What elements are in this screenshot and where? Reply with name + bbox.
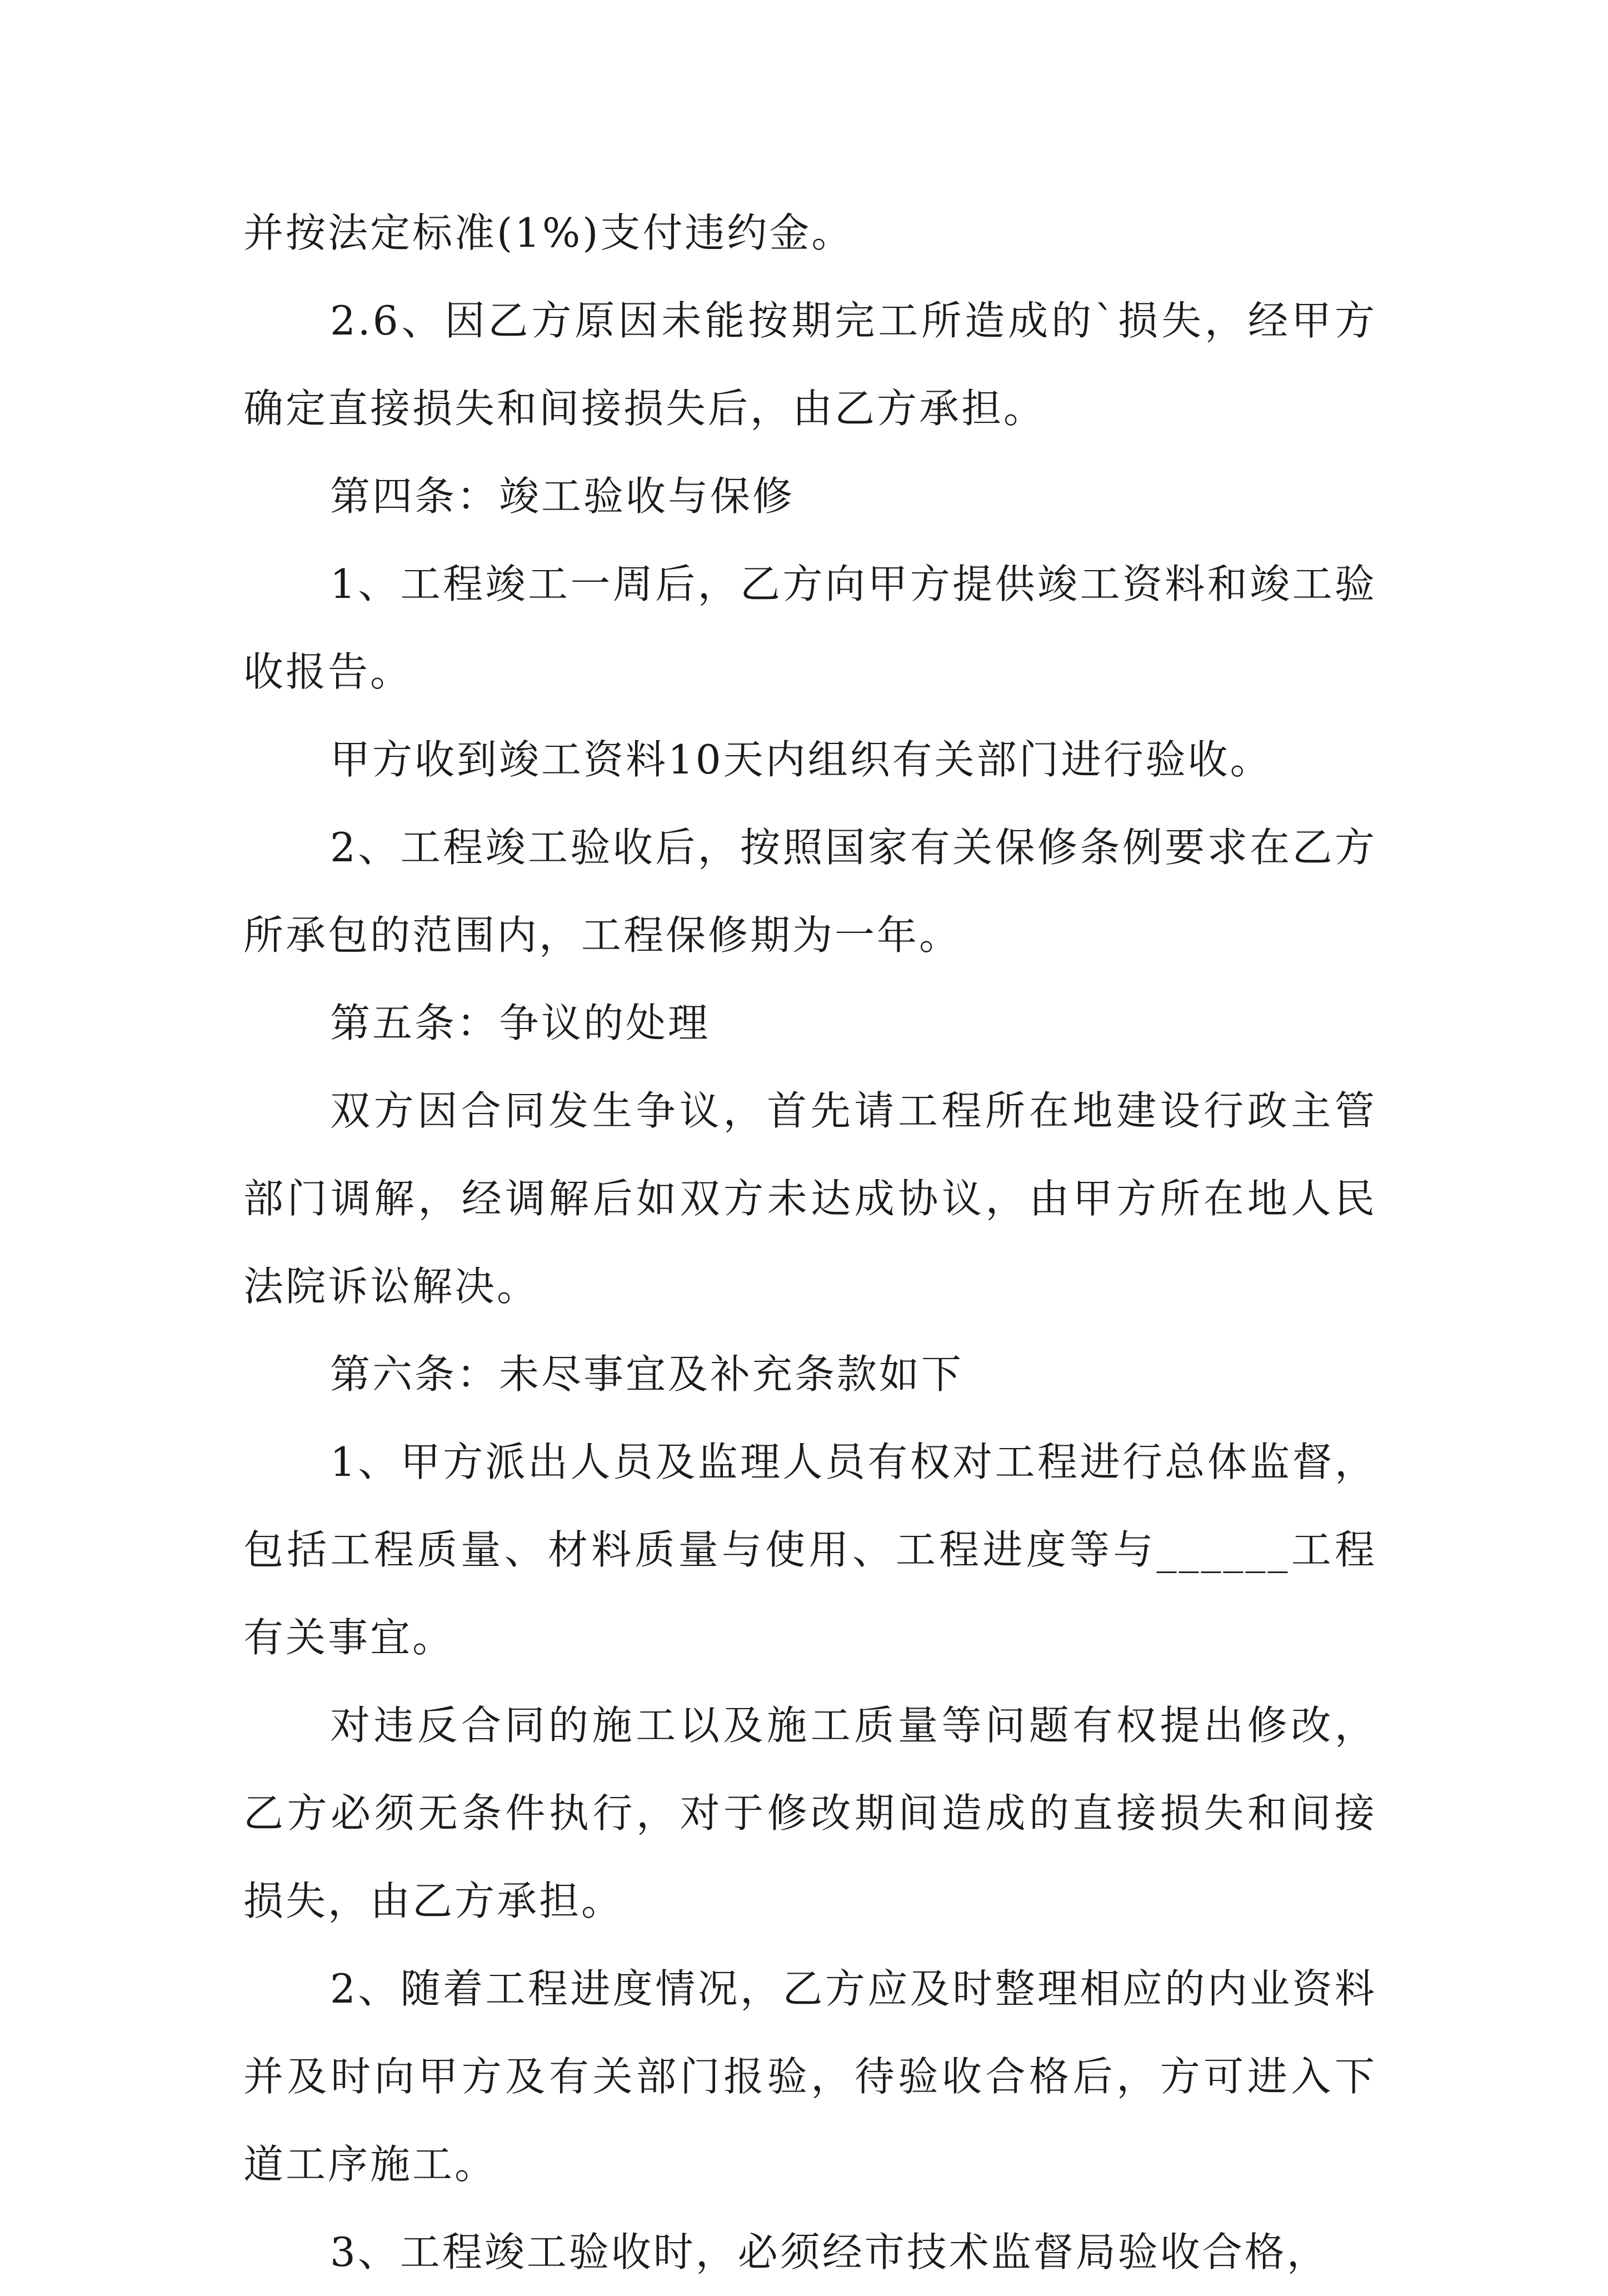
paragraph-clause-2-6: 2.6、因乙方原因未能按期完工所造成的`损失，经甲方确定直接损失和间接损失后，由乙方承担。 bbox=[243, 297, 1377, 432]
paragraph-article-5-dispute: 双方因合同发生争议，首先请工程所在地建设行政主管部门调解，经调解后如双方未达成协议，由甲方所在地人民法院诉讼解决。 bbox=[243, 1087, 1377, 1310]
document-body bbox=[243, 189, 1377, 2296]
heading-article-6: 第六条：未尽事宜及补充条款如下 bbox=[330, 1351, 964, 1397]
paragraph-article-6-item-2: 2、随着工程进度情况，乙方应及时整理相应的内业资料并及时向甲方及有关部门报验，待验收合格后，方可进入下道工序施工。 bbox=[243, 1965, 1377, 2188]
paragraph-article-6-modification: 对违反合同的施工以及施工质量等问题有权提出修改，乙方必须无条件执行，对于修改期间造成的直接损失和间接损失，由乙方承担。 bbox=[243, 1702, 1377, 1924]
paragraph-article-4-acceptance: 甲方收到竣工资料10天内组织有关部门进行验收。 bbox=[330, 736, 1272, 783]
paragraph-penalty-continuation: 并按法定标准(1%)支付违约金。 bbox=[243, 209, 854, 256]
paragraph-article-4-item-1: 1、工程竣工一周后，乙方向甲方提供竣工资料和竣工验收报告。 bbox=[243, 561, 1377, 695]
paragraph-article-6-item-3: 3、工程竣工验收时，必须经市技术监督局验收合格， bbox=[330, 2229, 1329, 2275]
paragraph-article-6-item-1: 1、甲方派出人员及监理人员有权对工程进行总体监督，包括工程质量、材料质量与使用、工程进度等与______工程有关事宜。 bbox=[243, 1439, 1377, 1661]
paragraph-article-4-item-2: 2、工程竣工验收后，按照国家有关保修条例要求在乙方所承包的范围内，工程保修期为一年。 bbox=[243, 824, 1377, 959]
heading-article-5: 第五条：争议的处理 bbox=[330, 1000, 711, 1046]
heading-article-4: 第四条：竣工验收与保修 bbox=[330, 473, 795, 520]
